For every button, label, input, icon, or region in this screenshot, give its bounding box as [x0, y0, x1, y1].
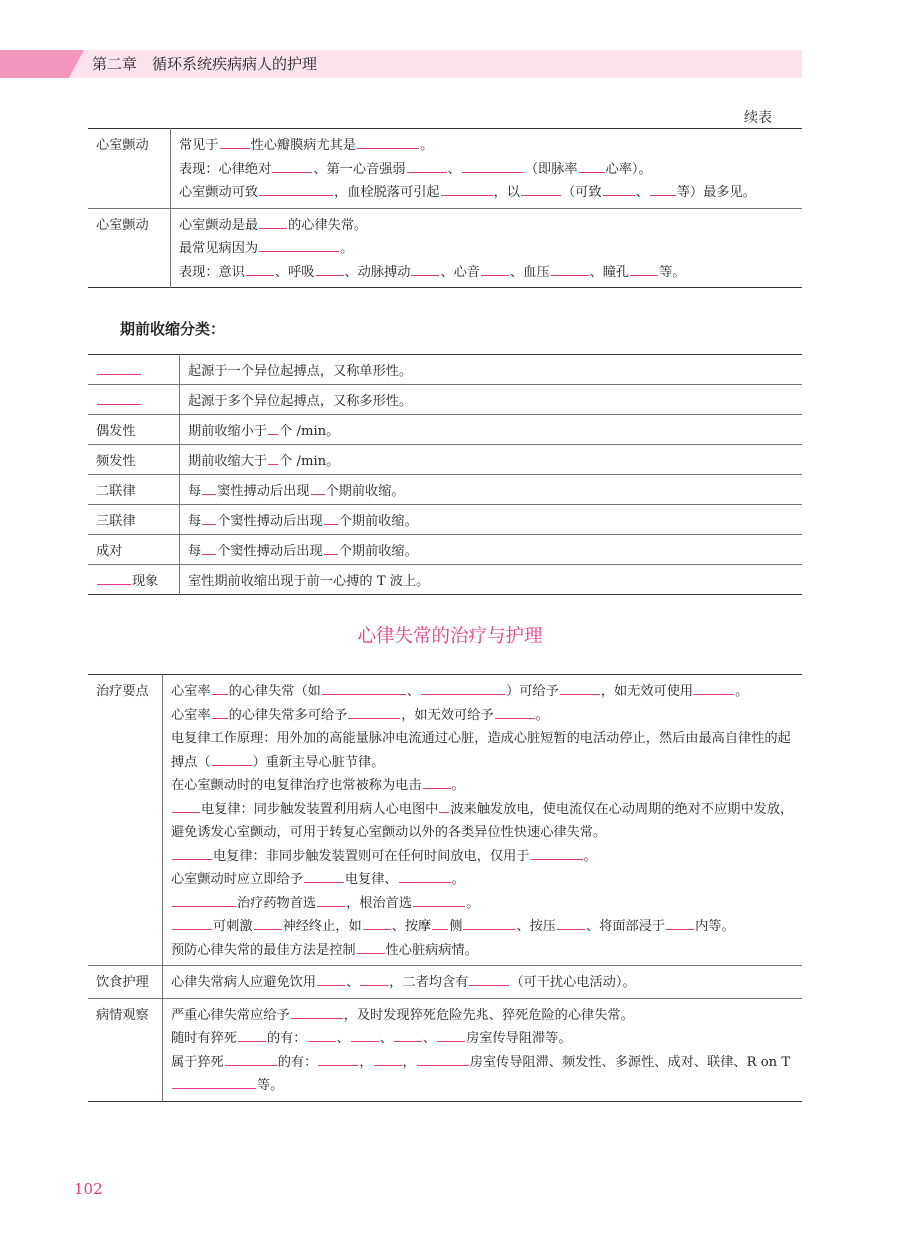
text: 严重心律失常应给予: [171, 1007, 290, 1023]
blank[interactable]: [220, 134, 250, 149]
text: 、: [422, 1031, 437, 1046]
text: 表现：心律绝对: [179, 161, 272, 177]
row-label: 病情观察: [88, 998, 163, 1101]
text: ）重新主导心脏节律。: [252, 754, 385, 770]
blank[interactable]: [423, 774, 451, 789]
text: 心率）。: [605, 161, 652, 177]
text: ，如无效可使用: [600, 684, 694, 699]
text: 波来触发放电，使电流仅在心动周期的绝对不应期中发放，避免诱发心室颤动，可用于转复心室颤动以外的各类异位性快速心律失常。: [171, 801, 794, 840]
blank[interactable]: [212, 751, 252, 766]
blank[interactable]: [311, 480, 325, 495]
row-label: 心室颤动: [88, 129, 171, 209]
content-line: [171, 1051, 794, 1098]
blank[interactable]: [650, 181, 676, 196]
text: 内等。: [695, 919, 735, 934]
blank[interactable]: [630, 261, 658, 276]
text: 个 /min。: [279, 424, 340, 439]
blank[interactable]: [308, 1027, 336, 1042]
text: 窦性搏动后出现: [217, 484, 310, 499]
content-line: [171, 798, 794, 845]
blank[interactable]: [441, 181, 493, 196]
table-row: [88, 998, 802, 1101]
section-heading: 期前收缩分类：: [120, 320, 226, 338]
row-label: 频发性: [88, 445, 180, 475]
text: 期前收缩大于: [188, 454, 268, 469]
text: 、: [336, 1031, 350, 1046]
blank[interactable]: [259, 181, 333, 196]
text: 室性期前收缩出现于前一心搏的 T 波上。: [188, 574, 430, 589]
row-content: [180, 505, 803, 535]
blank[interactable]: [411, 261, 439, 276]
chapter-title: 第二章 循环系统疾病病人的护理: [92, 55, 318, 73]
premature-contraction-table: [88, 354, 802, 595]
table-row: [88, 675, 802, 966]
blank[interactable]: [172, 1074, 256, 1089]
text: 起源于一个异位起搏点，又称单形性。: [188, 364, 413, 379]
blank[interactable]: [413, 892, 465, 907]
treatment-title: 心律失常的治疗与护理: [357, 626, 543, 647]
blank[interactable]: [268, 450, 278, 465]
content-line: [171, 845, 794, 869]
text: 性心瓣膜病尤其是: [250, 138, 357, 153]
content-line: [179, 214, 794, 238]
text: 、将面部浸于: [586, 919, 666, 934]
blank[interactable]: [317, 971, 345, 986]
blank[interactable]: [357, 939, 385, 954]
table-row: [88, 355, 802, 385]
blank[interactable]: [212, 680, 228, 695]
row-content: [180, 475, 803, 505]
text: ，: [359, 1054, 373, 1070]
blank[interactable]: [360, 971, 388, 986]
text: 电复律：同步触发装置利用病人心电图中: [201, 801, 439, 817]
blank[interactable]: [272, 158, 312, 173]
text: ，如无效可给予: [401, 707, 494, 723]
blank[interactable]: [238, 1027, 266, 1042]
text: 。: [535, 707, 549, 723]
row-label: 二联律: [88, 475, 180, 505]
text: 心室率: [171, 707, 211, 723]
row-content: [163, 675, 803, 966]
blank[interactable]: [694, 680, 734, 695]
text: 。: [420, 138, 434, 153]
text: 电复律：非同步触发装置则可在任何时间放电，仅用于: [213, 848, 530, 864]
text: 、呼吸: [274, 264, 315, 280]
blank[interactable]: [374, 1051, 402, 1066]
table-row: [88, 415, 802, 445]
row-content: [180, 355, 803, 385]
text: 的有：: [277, 1054, 318, 1070]
text: 治疗药物首选: [237, 895, 317, 911]
blank[interactable]: [579, 158, 605, 173]
row-content: [163, 998, 803, 1101]
text: ，血栓脱落可引起: [334, 185, 440, 200]
blank[interactable]: [394, 1027, 422, 1042]
row-label: 偶发性: [88, 415, 180, 445]
content-line: [171, 971, 794, 995]
text: 个 /min。: [279, 454, 340, 469]
blank[interactable]: [225, 1051, 277, 1066]
blank[interactable]: [317, 892, 345, 907]
blank[interactable]: [399, 868, 451, 883]
row-content: [171, 129, 803, 209]
table-row: [88, 565, 802, 595]
text: 的有：: [266, 1031, 307, 1046]
blank[interactable]: [324, 510, 338, 525]
text: ，根治首选: [346, 895, 413, 911]
content-line: [171, 774, 794, 798]
text: 随时有猝死: [171, 1031, 237, 1046]
text: 电复律、: [344, 872, 398, 887]
text: 的心律失常多可给予: [228, 707, 348, 723]
text: 期前收缩小于: [188, 424, 268, 439]
blank[interactable]: [666, 915, 694, 930]
row-content: [180, 535, 803, 565]
row-content: [163, 966, 803, 999]
blank[interactable]: [268, 420, 278, 435]
row-label: [88, 565, 180, 595]
text: 心室颤动可致: [179, 185, 259, 200]
blank[interactable]: [202, 480, 216, 495]
blank[interactable]: [439, 798, 449, 813]
blank[interactable]: [351, 1027, 379, 1042]
text: 等。: [257, 1078, 284, 1093]
blank[interactable]: [318, 1051, 358, 1066]
blank[interactable]: [417, 1051, 469, 1066]
blank[interactable]: [462, 158, 524, 173]
blank[interactable]: [322, 680, 406, 695]
blank[interactable]: [304, 868, 344, 883]
text: 神经终止，如: [282, 919, 362, 934]
blank[interactable]: [557, 915, 585, 930]
text: 、动脉搏动: [344, 264, 411, 280]
text: 侧: [449, 919, 463, 934]
text: 、: [379, 1031, 393, 1046]
row-label: [88, 385, 180, 415]
blank[interactable]: [437, 1027, 465, 1042]
text: （可致: [562, 185, 602, 200]
blank[interactable]: [172, 798, 200, 813]
text: 等）最多见。: [676, 185, 756, 200]
text: 、: [406, 684, 421, 699]
text: 、按摩: [391, 919, 432, 934]
row-content: [171, 208, 803, 288]
blank[interactable]: [560, 680, 600, 695]
text: 的心律失常。: [288, 217, 368, 233]
content-line: [171, 1027, 794, 1051]
text: 最常见病因为: [179, 241, 259, 256]
blank[interactable]: [521, 181, 561, 196]
text: 、心音: [440, 264, 480, 280]
text: 常见于: [179, 138, 219, 153]
blank[interactable]: [324, 540, 338, 555]
content-line: [171, 915, 794, 939]
blank[interactable]: [291, 1004, 343, 1019]
continued-label: 续表: [744, 110, 772, 126]
row-content: [180, 415, 803, 445]
blank[interactable]: [469, 971, 509, 986]
content-line: [171, 680, 794, 704]
text: ，二者均含有: [389, 975, 469, 990]
page-number: 102: [74, 1180, 103, 1198]
text: 每: [188, 484, 202, 499]
text: 。: [735, 684, 749, 699]
text: 、: [447, 161, 461, 177]
table-row: [88, 385, 802, 415]
text: 等。: [659, 264, 686, 280]
text: 属于猝死: [171, 1054, 224, 1070]
text: 房室传导阻滞、频发性、多源性、成对、联律、R on T: [469, 1054, 791, 1070]
content-line: [179, 134, 794, 158]
blank[interactable]: [202, 510, 216, 525]
blank[interactable]: [172, 892, 236, 907]
text: 个窦性搏动后出现: [217, 544, 323, 559]
content-line: [171, 868, 794, 892]
text: 个窦性搏动后出现: [217, 514, 323, 529]
text: 性心脏病病情。: [385, 942, 478, 958]
text: （可干扰心电活动）。: [510, 975, 636, 990]
blank[interactable]: [407, 158, 447, 173]
table-row: [88, 208, 802, 288]
text: 的心律失常（如: [228, 684, 321, 699]
row-label: 成对: [88, 535, 180, 565]
blank[interactable]: [421, 680, 505, 695]
text: 个期前收缩。: [338, 544, 418, 559]
blank[interactable]: [463, 915, 515, 930]
blank[interactable]: [212, 704, 228, 719]
text: ，: [402, 1054, 416, 1070]
blank[interactable]: [259, 214, 287, 229]
text: 在心室颤动时的电复律治疗也常被称为电击: [171, 778, 422, 793]
blank[interactable]: [97, 390, 141, 405]
text: 、: [346, 975, 360, 990]
text: ，及时发现猝死危险先兆、猝死危险的心律失常。: [343, 1007, 634, 1023]
blank[interactable]: [246, 261, 274, 276]
text: 。: [451, 778, 465, 793]
text: 表现：意识: [179, 264, 245, 280]
content-line: [171, 704, 794, 728]
text: 每: [188, 544, 202, 559]
table-row: [88, 445, 802, 475]
text: 现象: [132, 574, 159, 589]
blank[interactable]: [495, 704, 535, 719]
text: 心律失常病人应避免饮用: [171, 975, 317, 990]
text: 每: [188, 514, 202, 529]
text: 。: [340, 241, 354, 256]
text: ，以: [493, 185, 520, 200]
blank[interactable]: [531, 845, 583, 860]
blank[interactable]: [172, 915, 212, 930]
table-row: [88, 129, 802, 209]
row-content: [180, 565, 803, 595]
text: 、瞳孔: [589, 264, 630, 280]
text: 心室颤动是最: [179, 217, 259, 233]
text: 个期前收缩。: [338, 514, 418, 529]
blank[interactable]: [316, 261, 344, 276]
table-row: [88, 535, 802, 565]
text: 预防心律失常的最佳方法是控制: [171, 942, 356, 958]
content-line: [179, 237, 794, 261]
row-label: 三联律: [88, 505, 180, 535]
blank[interactable]: [481, 261, 509, 276]
ventricular-table: [88, 128, 802, 288]
text: 、血压: [510, 264, 550, 280]
text: 。: [583, 848, 597, 864]
row-label: 心室颤动: [88, 208, 171, 288]
content-line: [179, 158, 794, 182]
content-line: [179, 261, 794, 285]
blank[interactable]: [97, 570, 131, 585]
text: （即脉率: [524, 161, 578, 177]
blank[interactable]: [172, 845, 212, 860]
row-label: 治疗要点: [88, 675, 163, 966]
text: 、按压: [516, 919, 556, 934]
blank[interactable]: [363, 915, 391, 930]
text: 房室传导阻滞等。: [466, 1031, 572, 1046]
blank[interactable]: [551, 261, 589, 276]
text: ）可给予: [506, 684, 559, 699]
text: 起源于多个异位起搏点，又称多形性。: [188, 394, 413, 409]
text: 心室颤动时应立即给予: [171, 872, 303, 887]
blank[interactable]: [254, 915, 282, 930]
text: 、第一心音强弱: [313, 161, 406, 177]
table-row: [88, 966, 802, 999]
table-row: [88, 475, 802, 505]
blank[interactable]: [259, 237, 339, 252]
text: 。: [451, 872, 465, 887]
table-row: [88, 505, 802, 535]
text: 可刺激: [213, 919, 253, 934]
content-line: [171, 892, 794, 916]
content-line: [179, 181, 794, 205]
blank[interactable]: [348, 704, 400, 719]
content-line: [171, 727, 794, 774]
blank[interactable]: [603, 181, 635, 196]
row-content: [180, 445, 803, 475]
text: 。: [466, 895, 480, 911]
row-label: 饮食护理: [88, 966, 163, 999]
content-line: [171, 1004, 794, 1028]
blank[interactable]: [97, 360, 141, 375]
blank[interactable]: [432, 915, 448, 930]
text: 心室率: [171, 684, 211, 699]
treatment-table: [88, 674, 802, 1102]
row-label: [88, 355, 180, 385]
row-content: [180, 385, 803, 415]
content-line: [171, 939, 794, 963]
blank[interactable]: [202, 540, 216, 555]
text: 、: [635, 185, 649, 200]
blank[interactable]: [357, 134, 419, 149]
text: 个期前收缩。: [325, 484, 405, 499]
text: 电复律工作原理：用外加的高能量脉冲电流通过心脏，造成心脏短暂的电活动停止，然后由最高自律性的起搏点（: [171, 731, 791, 770]
